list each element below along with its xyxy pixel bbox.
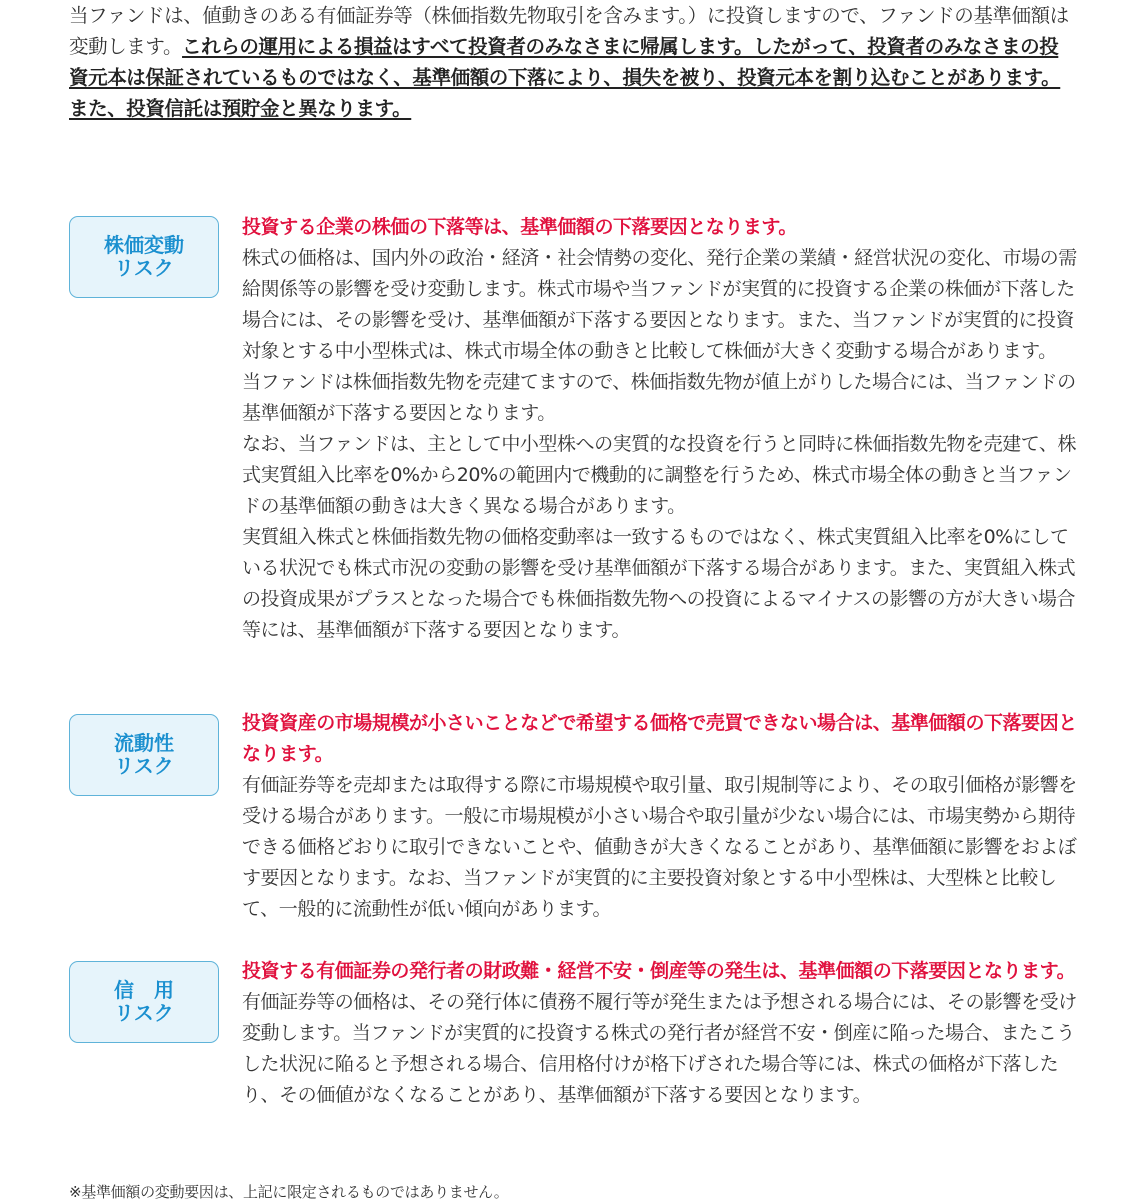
risk-paragraph: 株式の価格は、国内外の政治・経済・社会情勢の変化、発行企業の業績・経営状況の変化、市場の需給関係等の影響を受け変動します。株式市場や当ファンドが実質的に投資する企業の株価が下落した場合には、その影響を受け、基準価額が下落する要因となります。また、当ファンドが実質的に投資対象とする中小型株式は、株式市場全体の動きと比較して株価が大きく変動する場合があります。 (242, 247, 1077, 362)
risk-paragraph: 有価証券等の価格は、その発行体に債務不履行等が発生または予想される場合には、その影響を受け変動します。当ファンドが実質的に投資する株式の発行者が経営不安・倒産に陥った場合、またこうした状況に陥ると予想される場合、信用格付けが格下げされた場合等には、株式の価格が下落したり、その価値がなくなることがあり、基準価額が下落する要因となります。 (242, 991, 1077, 1106)
risk-label-line2: リスク (114, 256, 174, 280)
risk-label-line1: 信 用 (114, 978, 174, 1002)
risk-label-line1: 流動性 (114, 731, 174, 755)
risk-body-credit (242, 956, 1077, 1111)
risk-headline: 投資する企業の株価の下落等は、基準価額の下落要因となります。 (242, 216, 797, 238)
risk-label-liquidity (69, 714, 219, 796)
risk-headline: 投資資産の市場規模が小さいことなどで希望する価格で売買できない場合は、基準価額の下落要因となります。 (242, 712, 1077, 765)
intro-disclaimer (69, 0, 1074, 124)
risk-label-line1: 株価変動 (104, 233, 184, 257)
risk-paragraph: 有価証券等を売却または取得する際に市場規模や取引量、取引規制等により、その取引価格が影響を受ける場合があります。一般に市場規模が小さい場合や取引量が少ない場合には、市場実勢から期待できる価格どおりに取引できないことや、値動きが大きくなることがあり、基準価額に影響をおよぼす要因となります。なお、当ファンドが実質的に主要投資対象とする中小型株は、大型株と比較して、一般的に流動性が低い傾向があります。 (242, 774, 1077, 920)
risk-paragraph: なお、当ファンドは、主として中小型株への実質的な投資を行うと同時に株価指数先物を売建て、株式実質組入比率を0%から20%の範囲内で機動的に調整を行うため、株式市場全体の動きと当ファンドの基準価額の動きは大きく異なる場合があります。 (242, 433, 1076, 517)
intro-underlined-warning: これらの運用による損益はすべて投資者のみなさまに帰属します。したがって、投資者のみなさまの投資元本は保証されているものではなく、基準価額の下落により、損失を被り、投資元本を割り込むことがあります。 (69, 35, 1061, 89)
footnote: ※基準価額の変動要因は、上記に限定されるものではありません。 (69, 1183, 509, 1201)
risk-paragraph: 当ファンドは株価指数先物を売建てますので、株価指数先物が値上がりした場合には、当ファンドの基準価額が下落する要因となります。 (242, 371, 1076, 424)
risk-label-line2: リスク (114, 754, 174, 778)
risk-label-line2: リスク (114, 1001, 174, 1025)
risk-headline: 投資する有価証券の発行者の財政難・経営不安・倒産等の発生は、基準価額の下落要因となります。 (242, 960, 1076, 982)
risk-paragraph: 実質組入株式と株価指数先物の価格変動率は一致するものではなく、株式実質組入比率を0%にしている状況でも株式市況の変動の影響を受け基準価額が下落する場合があります。また、実質組入株式の投資成果がプラスとなった場合でも株価指数先物への投資によるマイナスの影響の方が大きい場合等には、基準価額が下落する要因となります。 (242, 526, 1076, 641)
risk-label-credit (69, 961, 219, 1043)
intro-deposit-notice: また、投資信託は預貯金と異なります。 (69, 97, 412, 120)
risk-body-liquidity (242, 708, 1077, 925)
risk-label-stock-price (69, 216, 219, 298)
intro-plain-text: 当ファンドは、値動きのある有価証券等（株価指数先物取引を含みます。）に投資しますので、ファンドの基準価額は変動します。 (69, 4, 1069, 58)
risk-body-stock-price (242, 212, 1077, 646)
